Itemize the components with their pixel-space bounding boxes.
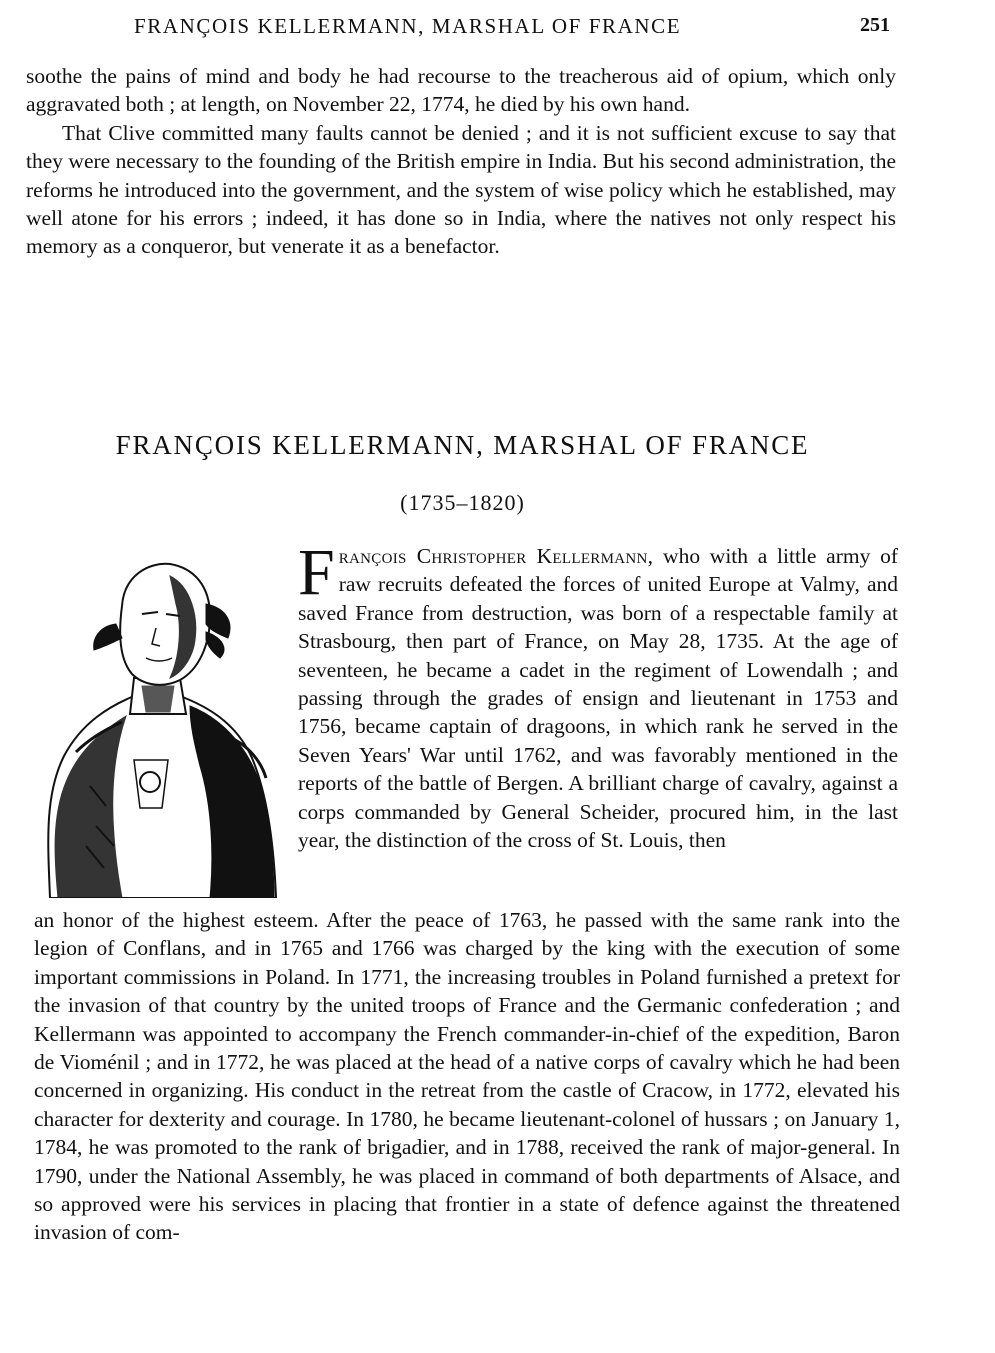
intro-paragraph-1: soothe the pains of mind and body he had recourse to the treacherous aid of opium, which only aggravated both ; at length, on November 22, 1774, he died by his own hand. [26, 64, 896, 117]
side-body-text: who with a little army of raw recruits defeated the forces of united Europe at Valmy, and saved France from destruction, was born of a respectable family at Strasbourg, then part of France, on May 28, 1735. At the age of seventeen, he became a cadet in the regiment of Lowendalh ; and passing through the grades of ensign and lieutenant in 1753 and 1756, became captain of dragoons, in which rank he served in the Seven Years' War until 1762, and was favorably mentioned in the reports of the battle of Bergen. A brilliant charge of cavalry, against a corps commanded by General Scheider, procured him, in the last year, the distinction of the cross of St. Louis, then [298, 544, 898, 853]
intro-paragraph-2: That Clive committed many faults cannot be denied ; and it is not sufficient excuse to say that they were necessary to the founding of the British empire in India. But his second administration, the reforms he introduced into the government, and the system of wise policy which he established, may well atone for his errors ; indeed, it has done so in India, where the natives not only respect his memory as a conqueror, but venerate it as a benefactor. [26, 120, 896, 259]
running-head [0, 14, 995, 44]
running-title: FRANÇOIS KELLERMANN, MARSHAL OF FRANCE [134, 14, 682, 38]
intro-text [26, 62, 896, 261]
portrait-engraving [30, 546, 292, 898]
body-text-beside-portrait [298, 536, 898, 854]
drop-cap: F [298, 536, 335, 609]
chapter-title: FRANÇOIS KELLERMANN, MARSHAL OF FRANCE [115, 430, 810, 460]
body-text-full-width [34, 906, 900, 1247]
lead-small-caps: rançois Christopher Kellermann, [338, 544, 654, 568]
chapter-dates: (1735–1820) [400, 490, 525, 515]
continued-body-text: an honor of the highest esteem. After the peace of 1763, he passed with the same rank into the legion of Conflans, and in 1765 and 1766 was charged by the king with the execution of some important commissions in Poland. In 1771, the increasing troubles in Poland furnished a pretext for the invasion of that country by the united troops of France and the Germanic confederation ; and Kellermann was appointed to accompany the French commander-in-chief of the expedition, Baron de Vioménil ; and in 1772, he was placed at the head of a native corps of cavalry which he had been concerned in organizing. His conduct in the retreat from the castle of Cracow, in 1772, elevated his character for dexterity and courage. In 1780, he became lieutenant-colonel of hussars ; on January 1, 1784, he was promoted to the rank of brigadier, and in 1788, received the rank of major-general. In 1790, under the National Assembly, he was placed in command of both departments of Alsace, and so approved were his services in placing that frontier in a state of defence against the threatened invasion of com- [34, 908, 900, 1245]
page-number: 251 [860, 14, 890, 36]
